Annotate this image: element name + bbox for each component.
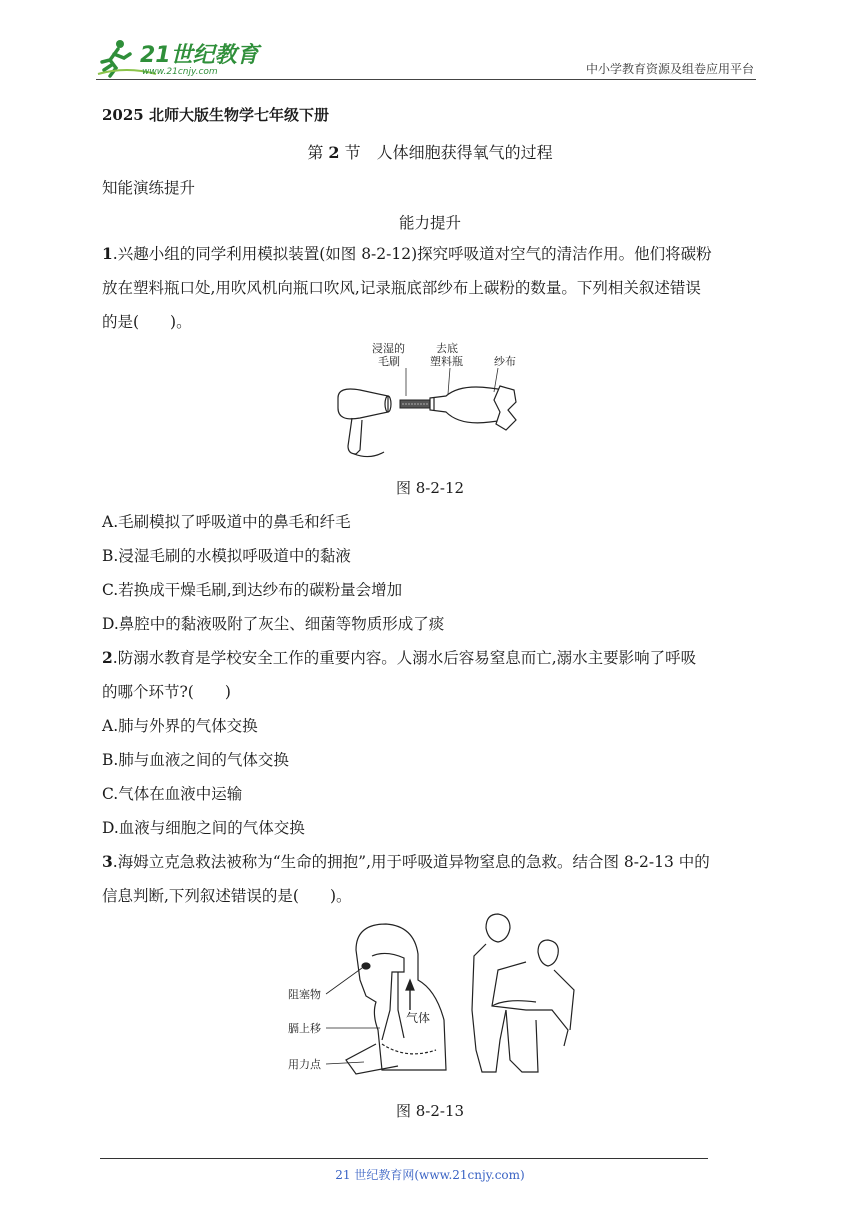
heimlich-people-icon	[472, 914, 574, 1072]
question-1-line-2: 放在塑料瓶口处,用吹风机向瓶口吹风,记录瓶底部纱布上碳粉的数量。下列相关叙述错误	[102, 279, 701, 297]
figure-label-brush: 毛刷	[378, 355, 400, 368]
logo-url: www.21cnjy.com	[142, 67, 218, 77]
question-1-option-b[interactable]: B.浸湿毛刷的水模拟呼吸道中的黏液	[102, 547, 351, 565]
site-logo	[96, 36, 266, 80]
question-1-option-c[interactable]: C.若换成干燥毛刷,到达纱布的碳粉量会增加	[102, 581, 403, 599]
section-title: 第 2 节 人体细胞获得氧气的过程	[307, 143, 553, 162]
header-divider	[96, 79, 756, 80]
question-1-line-1: 1.兴趣小组的同学利用模拟装置(如图 8-2-12)探究呼吸道对空气的清洁作用。他们将碳粉	[102, 244, 712, 263]
figure-label-force-point: 用力点	[288, 1058, 321, 1071]
question-2-option-c[interactable]: C.气体在血液中运输	[102, 785, 243, 803]
question-2-line-2: 的哪个环节?( )	[102, 683, 231, 701]
plastic-bottle-icon	[430, 387, 506, 423]
footer-divider	[100, 1158, 708, 1159]
logo-text: 21世纪教育	[140, 43, 259, 68]
question-1-option-d[interactable]: D.鼻腔中的黏液吸附了灰尘、细菌等物质形成了痰	[102, 615, 445, 633]
part-title: 能力提升	[398, 214, 461, 232]
figure-8-2-13	[286, 910, 586, 1084]
airway-diagram	[346, 924, 446, 1074]
figure-label-bottle: 塑料瓶	[430, 355, 463, 368]
question-2-line-1: 2.防溺水教育是学校安全工作的重要内容。人溺水后容易窒息而亡,溺水主要影响了呼吸	[102, 648, 697, 667]
figure-caption-2: 图 8-2-13	[395, 1102, 465, 1120]
question-2-option-a[interactable]: A.肺与外界的气体交换	[102, 717, 258, 735]
hair-dryer-icon	[338, 389, 391, 457]
figure-label-gauze: 纱布	[494, 355, 516, 368]
figure-label-obstruction: 阻塞物	[288, 988, 321, 1001]
brush-icon	[400, 400, 430, 408]
gauze-icon	[494, 386, 516, 430]
document-title: 2025 北师大版生物学七年级下册	[102, 106, 329, 124]
figure-label-gas: 气体	[406, 1011, 431, 1025]
figure-caption-1: 图 8-2-12	[395, 479, 465, 497]
question-3-line-1: 3.海姆立克急救法被称为“生命的拥抱”,用于呼吸道异物窒息的急救。结合图 8-2-13 中的	[102, 852, 710, 871]
question-2-option-d[interactable]: D.血液与细胞之间的气体交换	[102, 819, 305, 837]
figure-8-2-12	[330, 338, 530, 464]
question-1-option-a[interactable]: A.毛刷模拟了呼吸道中的鼻毛和纤毛	[102, 513, 351, 531]
header-tagline: 中小学教育资源及组卷应用平台	[585, 62, 754, 76]
subheading: 知能演练提升	[102, 179, 196, 197]
figure-label-bottomless: 去底	[436, 342, 458, 355]
question-1-line-3: 的是( )。	[102, 313, 192, 331]
footer-link[interactable]: 21 世纪教育网(www.21cnjy.com)	[335, 1168, 525, 1182]
question-2-option-b[interactable]: B.肺与血液之间的气体交换	[102, 751, 289, 769]
figure-label-diaphragm: 膈上移	[288, 1022, 321, 1035]
question-3-line-2: 信息判断,下列叙述错误的是( )。	[102, 887, 352, 905]
figure-label-wet: 浸湿的	[372, 342, 405, 355]
